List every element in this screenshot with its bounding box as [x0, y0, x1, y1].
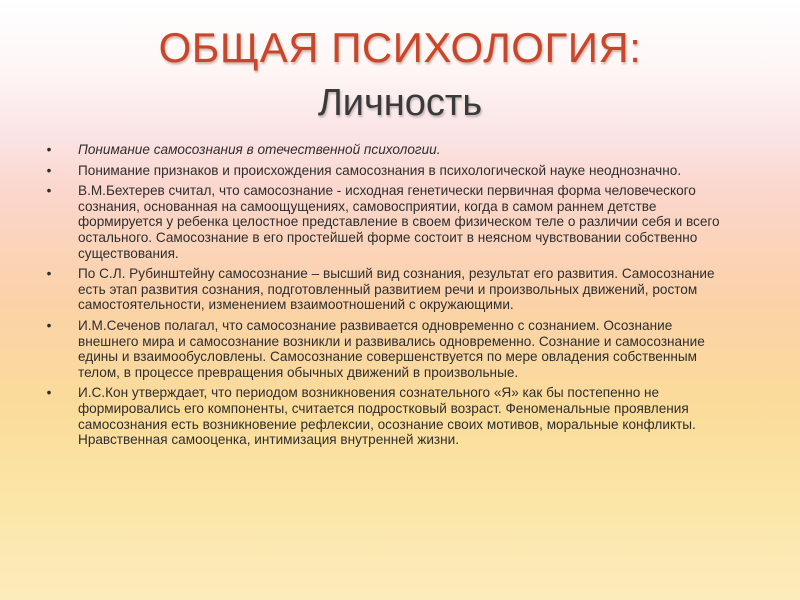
- bullet-text: Понимание признаков и происхождения самосознания в психологической науке неоднозначно.: [78, 162, 682, 178]
- bullet-item: [44, 385, 734, 447]
- bullet-item: [44, 183, 734, 261]
- bullet-text: И.М.Сеченов полагал, что самосознание развивается одновременно с сознанием. Осознание внешнего мира и самосознание возникли и развивались одновременно. Сознание и самосознание едины и взаимообусловлены. Самосознание совершенствуется по мере овладения собственным телом, в процессе превращения обычных движений в произвольные.: [78, 317, 705, 380]
- bullet-text: В.М.Бехтерев считал, что самосознание - исходная генетически первичная форма человеческого сознания, основанная на самоощущениях, самовосприятии, когда в самом раннем детстве формируется у ребенка целостное представление в своем физическом теле о различии себя и всего остального. Самосознание в его простейшей форме состоит в неясном чувствовании собственно существования.: [78, 183, 720, 261]
- bullet-text: Понимание самосознания в отечественной психологии.: [78, 142, 441, 157]
- title-heading: ОБЩАЯ ПСИХОЛОГИЯ:: [158, 24, 642, 71]
- bullet-marker: •: [46, 162, 52, 178]
- bullet-text: И.С.Кон утверждает, что периодом возникновения сознательного «Я» как бы постепенно не формировались его компоненты, считается подростковый возраст. Феноменальные проявления самосознания есть возникновение рефлексии, осознание своих мотивов, моральные конфликты. Нравственная самооценка, интимизация внутренней жизни.: [78, 385, 696, 448]
- bullet-item: [44, 266, 734, 313]
- bullet-marker: •: [46, 142, 52, 157]
- bullet-marker: •: [46, 266, 52, 282]
- bullet-text: По С.Л. Рубинштейну самосознание – высший вид сознания, результат его развития. Самосознание есть этап развития сознания, подготовленный развитием речи и произвольных движений, ростом самостоятельности, изменением взаимоотношений с окружающими.: [78, 266, 715, 313]
- bullet-marker: •: [46, 385, 52, 401]
- bullet-marker: •: [46, 183, 52, 199]
- bullet-item: [44, 318, 734, 380]
- slide-title: [0, 22, 800, 126]
- bullet-item: [44, 163, 734, 179]
- title-subheading: Личность: [317, 82, 483, 124]
- bullet-marker: •: [46, 317, 52, 333]
- bullet-list: [44, 142, 734, 453]
- bullet-item: [44, 142, 734, 158]
